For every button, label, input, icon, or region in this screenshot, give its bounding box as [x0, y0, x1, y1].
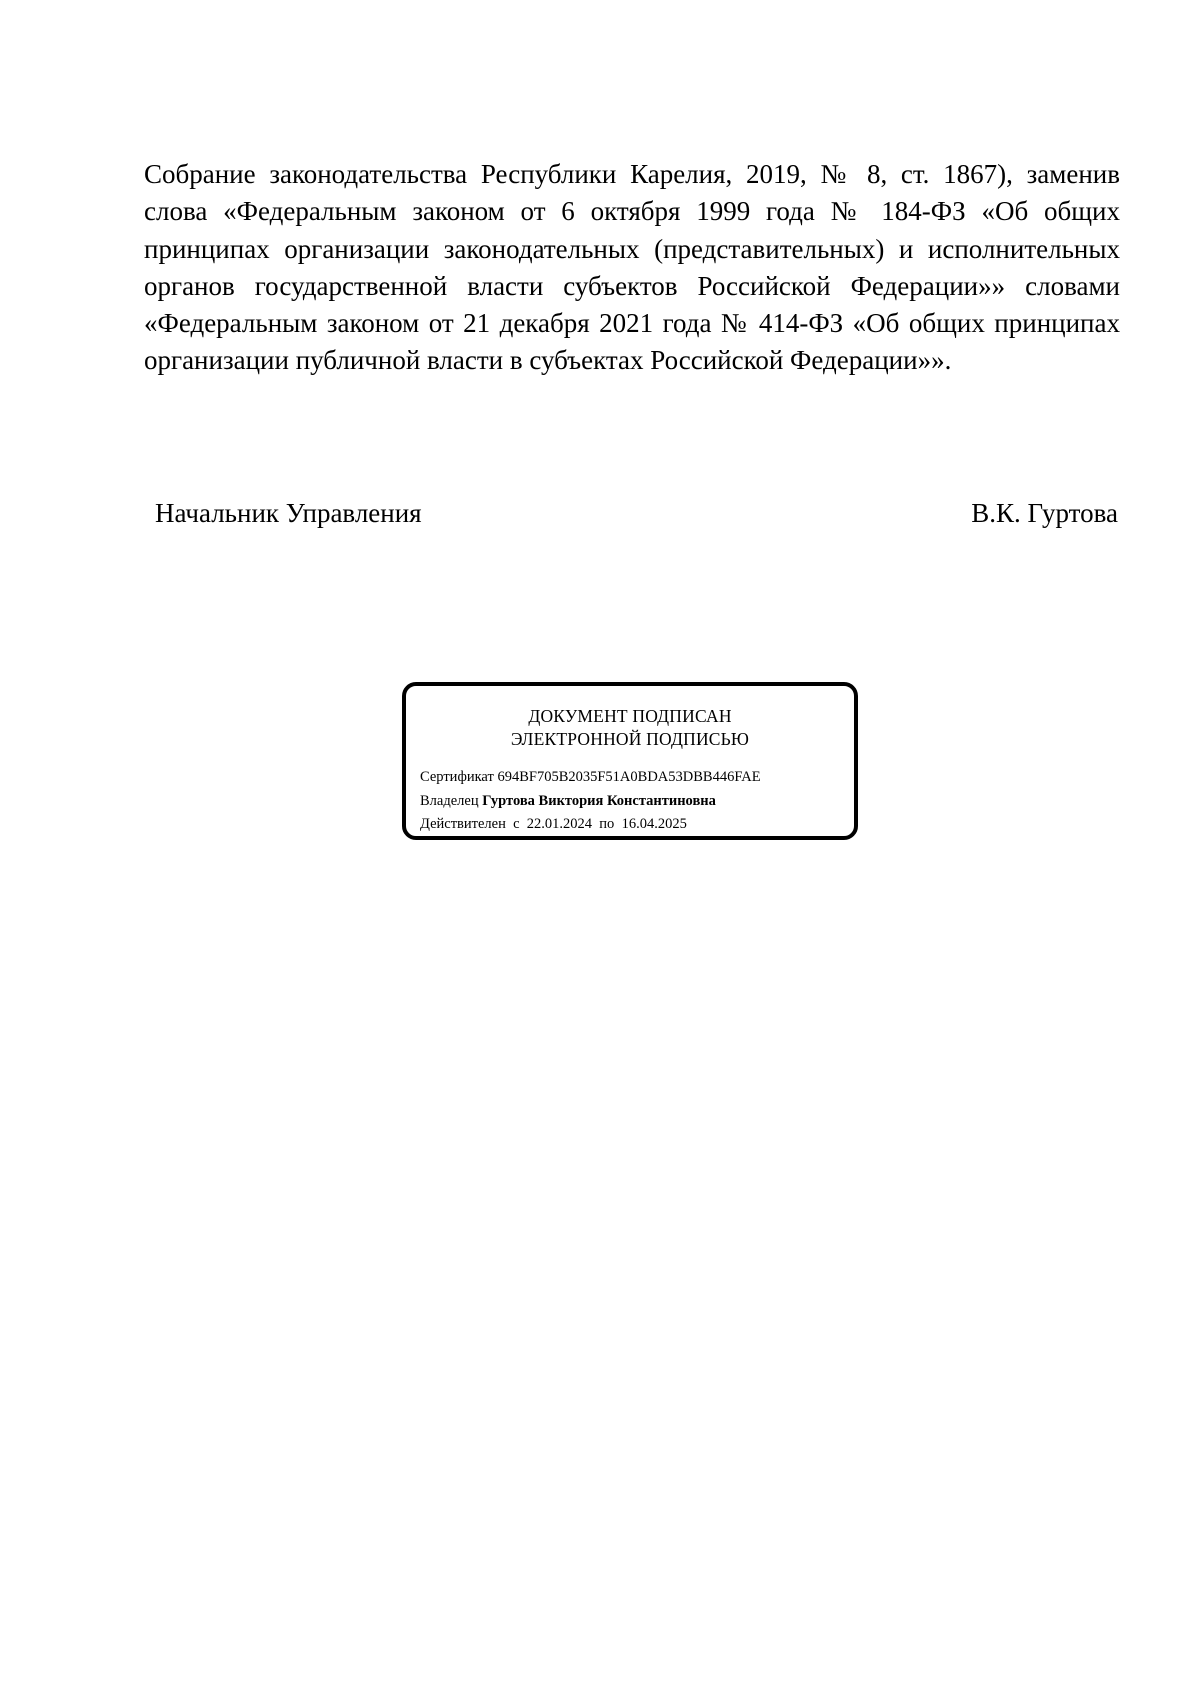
valid-from-date: 22.01.2024 — [526, 816, 593, 832]
stamp-details — [420, 766, 761, 837]
signatory-name: В.К. Гуртова — [971, 498, 1118, 528]
owner-label: Владелец — [420, 792, 479, 809]
owner-row — [420, 790, 761, 814]
certificate-value: 694BF705B2035F51A0BDA53DBB446FAE — [497, 769, 761, 785]
certificate-row — [420, 766, 761, 790]
signatory-position: Начальник Управления — [155, 498, 422, 528]
electronic-signature-stamp — [402, 682, 858, 840]
signature-block — [155, 496, 1118, 530]
stamp-title-line-1: ДОКУМЕНТ ПОДПИСАН — [528, 706, 732, 726]
owner-value: Гуртова Виктория Константиновна — [482, 792, 716, 809]
validity-row — [420, 813, 761, 837]
stamp-title — [406, 705, 854, 751]
valid-from-label: с — [513, 816, 520, 832]
body-paragraph: Собрание законодательства Республики Карелия, 2019, № 8, ст. 1867), заменив слова «Федеральным законом от 6 октября 1999 года № 184-ФЗ «Об общих принципах организации законодательных (представительных) и исполнительных органов государственной власти субъектов Российской Федерации»» словами «Федеральным законом от 21 декабря 2021 года № 414-ФЗ «Об общих принципах организации публичной власти в субъектах Российской Федерации»». — [144, 159, 1120, 376]
certificate-label: Сертификат — [420, 769, 494, 785]
stamp-title-line-2: ЭЛЕКТРОННОЙ ПОДПИСЬЮ — [510, 729, 750, 749]
valid-to-label: по — [599, 816, 615, 832]
valid-to-date: 16.04.2025 — [621, 816, 687, 832]
valid-label: Действителен — [420, 816, 506, 832]
